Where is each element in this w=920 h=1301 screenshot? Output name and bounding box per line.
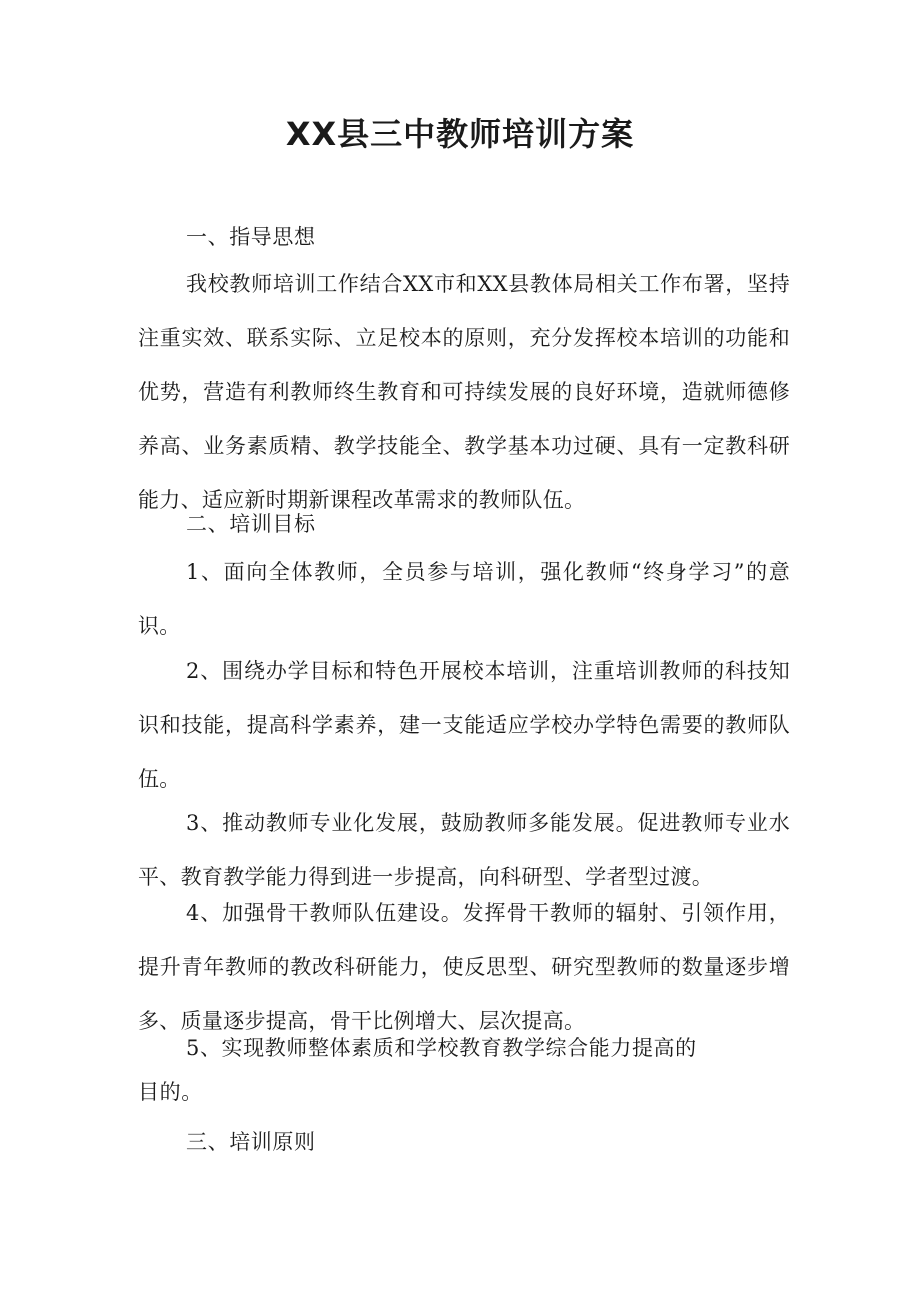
goal-item-5-line-1: 5、实现教师整体素质和学校教育教学综合能力提高的 xyxy=(186,1036,697,1060)
goal-item-4: 4、加强骨干教师队伍建设。发挥骨干教师的辐射、引领作用，提升青年教师的教改科研能力，使反思型、研究型教师的数量逐步增多、质量逐步提高，骨干比例增大、层次提高。 xyxy=(138,901,790,1033)
goal-item-5-line-2: 目的。 xyxy=(138,1080,203,1104)
paragraph-guiding-thought: 我校教师培训工作结合XX市和XX县教体局相关工作布署，坚持注重实效、联系实际、立足校本的原则，充分发挥校本培训的功能和优势，营造有利教师终生教育和可持续发展的良好环境，造就师德修养高、业务素质精、教学技能全、教学基本功过硬、具有一定教科研能力、适应新时期新课程改革需求的教师队伍。 xyxy=(138,272,790,512)
goal-item-3: 3、推动教师专业化发展，鼓励教师多能发展。促进教师专业水平、教育教学能力得到进一步提高，向科研型、学者型过渡。 xyxy=(138,811,790,889)
section-heading-training-principles: 三、培训原则 xyxy=(186,1130,316,1154)
section-heading-training-goals: 二、培训目标 xyxy=(186,512,316,536)
document-title: XX县三中教师培训方案 xyxy=(285,115,635,153)
goal-item-1: 1、面向全体教师，全员参与培训，强化教师“终身学习”的意识。 xyxy=(138,560,790,638)
section-heading-guiding-thought: 一、指导思想 xyxy=(186,225,316,249)
goal-item-2: 2、围绕办学目标和特色开展校本培训，注重培训教师的科技知识和技能，提高科学素养，建一支能适应学校办学特色需要的教师队伍。 xyxy=(138,659,790,791)
